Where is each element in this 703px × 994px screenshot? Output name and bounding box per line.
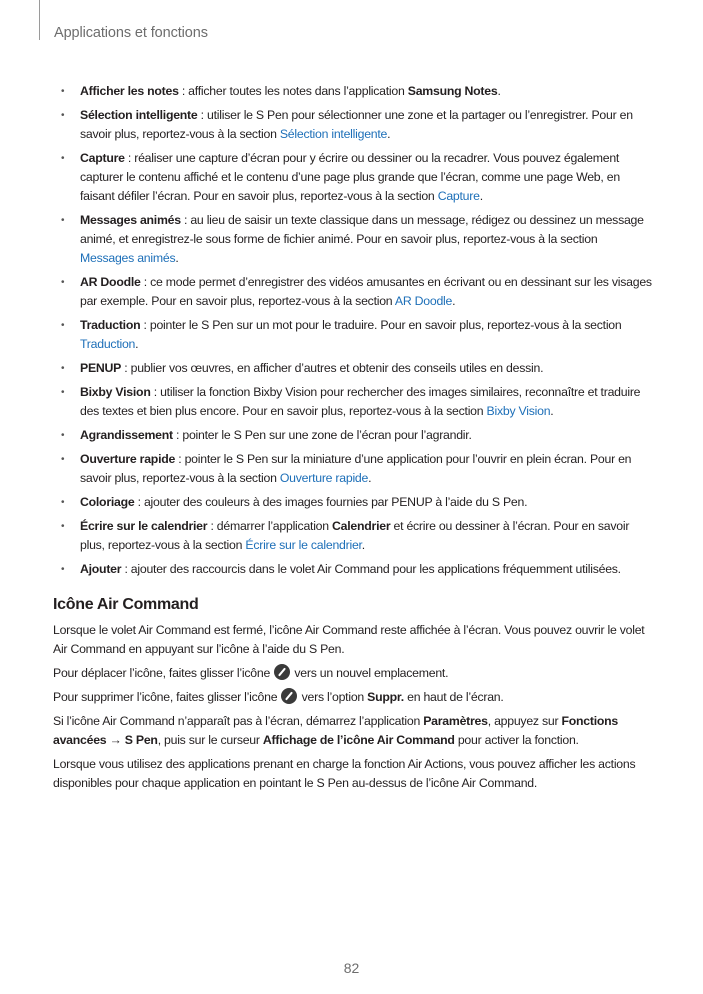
bold-term: Affichage de l’icône Air Command: [262, 733, 455, 747]
bold-term: Fonctions avancées → S Pen: [53, 714, 618, 747]
bullet-icon: •: [61, 454, 65, 465]
feature-item: • Capture : réaliser une capture d’écran pour y écrire ou dessiner ou la recadrer. Vous pouvez également capturer le contenu affiché et le contenu d’une page plus grande que l’écran, comme une page Web, en faisant défiler l’écran. Pour en savoir plus, reportez-vous à la section Capture.: [61, 151, 620, 203]
bold-term: Paramètres: [423, 714, 488, 728]
feature-item: • Bixby Vision : utiliser la fonction Bixby Vision pour rechercher des images similaires, reconnaître et traduire des textes et bien plus encore. Pour en savoir plus, reportez-vous à la section Bixby Vision.: [61, 385, 641, 418]
feature-item: • Ouverture rapide : pointer le S Pen sur la miniature d’une application pour l’ouvrir en plein écran. Pour en savoir plus, reportez-vous à la section Ouverture rapide.: [61, 452, 632, 485]
feature-term: Agrandissement: [80, 428, 173, 442]
feature-item: • Ajouter : ajouter des raccourcis dans le volet Air Command pour les applications fréquemment utilisées.: [53, 560, 653, 579]
section-link[interactable]: Ouverture rapide: [279, 471, 369, 485]
feature-item: • Sélection intelligente : utiliser le S Pen pour sélectionner une zone et la partager ou l’enregistrer. Pour en savoir plus, reportez-vous à la section Sélection intelligente.: [61, 108, 633, 141]
feature-term: PENUP: [80, 361, 122, 375]
bullet-icon: •: [61, 497, 65, 508]
feature-term: Sélection intelligente: [80, 108, 198, 122]
section-link[interactable]: Traduction: [80, 337, 136, 351]
section-link[interactable]: Messages animés: [80, 251, 176, 265]
paragraph: Pour déplacer l’icône, faites glisser l’icône vers un nouvel emplacement.: [53, 666, 449, 680]
bold-term: Calendrier: [332, 519, 391, 533]
air-command-pen-icon: [281, 688, 297, 704]
feature-term: Capture: [80, 151, 125, 165]
paragraph: Lorsque vous utilisez des applications prenant en charge la fonction Air Actions, vous pouvez afficher les actions disponibles pour chaque application en pointant le S Pen au-dessus de l’icône Air Command.: [53, 757, 636, 790]
feature-item: • Traduction : pointer le S Pen sur un mot pour le traduire. Pour en savoir plus, reportez-vous à la section Traduction.: [61, 318, 622, 351]
feature-item: • PENUP : publier vos œuvres, en afficher d’autres et obtenir des conseils utiles en dessin.: [53, 359, 653, 378]
feature-term: Traduction: [80, 318, 141, 332]
section-link[interactable]: Bixby Vision: [486, 404, 551, 418]
bullet-icon: •: [61, 363, 65, 374]
bullet-icon: •: [61, 320, 65, 331]
page-header-title: Applications et fonctions: [54, 25, 208, 41]
header-rule: [39, 0, 40, 40]
feature-item: • Écrire sur le calendrier : démarrer l’application Calendrier et écrire ou dessiner à l’écran. Pour en savoir plus, reportez-vous à la section Écrire sur le calendrier.: [61, 519, 630, 552]
section-link[interactable]: Capture: [437, 189, 480, 203]
bullet-icon: •: [61, 521, 65, 532]
paragraph: Pour supprimer l’icône, faites glisser l’icône vers l’option Suppr. en haut de l’écran.: [53, 690, 504, 704]
page-number: 82: [343, 960, 360, 976]
section-link[interactable]: Écrire sur le calendrier: [245, 538, 362, 552]
feature-term: Afficher les notes: [80, 84, 179, 98]
paragraph: Si l’icône Air Command n’apparaît pas à l’écran, démarrez l’application Paramètres, appuyez sur Fonctions avancées → S Pen, puis sur le curseur Affichage de l’icône Air Command pour activer la fonction.: [53, 714, 618, 747]
bold-term: Samsung Notes: [407, 84, 498, 98]
bold-term: Suppr.: [367, 690, 404, 704]
feature-item: • Messages animés : au lieu de saisir un texte classique dans un message, rédigez ou dessinez un message animé, et enregistrez-le sous forme de fichier animé. Pour en savoir plus, reportez-vous à la section Messages animés.: [61, 213, 644, 265]
air-command-pen-icon: [274, 664, 290, 680]
bullet-icon: •: [61, 110, 65, 121]
bullet-icon: •: [61, 86, 65, 97]
feature-term: AR Doodle: [80, 275, 141, 289]
feature-term: Messages animés: [80, 213, 181, 227]
feature-item: • Afficher les notes : afficher toutes les notes dans l’application Samsung Notes.: [53, 82, 653, 101]
bullet-icon: •: [61, 153, 65, 164]
paragraph: Lorsque le volet Air Command est fermé, l’icône Air Command reste affichée à l’écran. Vous pouvez ouvrir le volet Air Command en appuyant sur l’icône à l’aide du S Pen.: [53, 623, 645, 656]
feature-item: • AR Doodle : ce mode permet d’enregistrer des vidéos amusantes en écrivant ou en dessinant sur les visages par exemple. Pour en savoir plus, reportez-vous à la section AR Doodle.: [61, 275, 652, 308]
feature-list: [53, 82, 653, 579]
feature-term: Bixby Vision: [80, 385, 151, 399]
feature-term: Ouverture rapide: [80, 452, 176, 466]
page-content: [53, 82, 653, 798]
feature-term: Ajouter: [80, 562, 122, 576]
feature-term: Coloriage: [80, 495, 135, 509]
feature-term: Écrire sur le calendrier: [80, 519, 208, 533]
section-title: Icône Air Command: [53, 596, 199, 613]
section-body: [53, 621, 653, 793]
section-link[interactable]: AR Doodle: [394, 294, 453, 308]
bullet-icon: •: [61, 430, 65, 441]
feature-item: • Agrandissement : pointer le S Pen sur une zone de l’écran pour l’agrandir.: [53, 426, 653, 445]
feature-item: • Coloriage : ajouter des couleurs à des images fournies par PENUP à l’aide du S Pen.: [53, 493, 653, 512]
section-link[interactable]: Sélection intelligente: [279, 127, 388, 141]
bullet-icon: •: [61, 215, 65, 226]
bullet-icon: •: [61, 277, 65, 288]
bullet-icon: •: [61, 387, 65, 398]
bullet-icon: •: [61, 564, 65, 575]
